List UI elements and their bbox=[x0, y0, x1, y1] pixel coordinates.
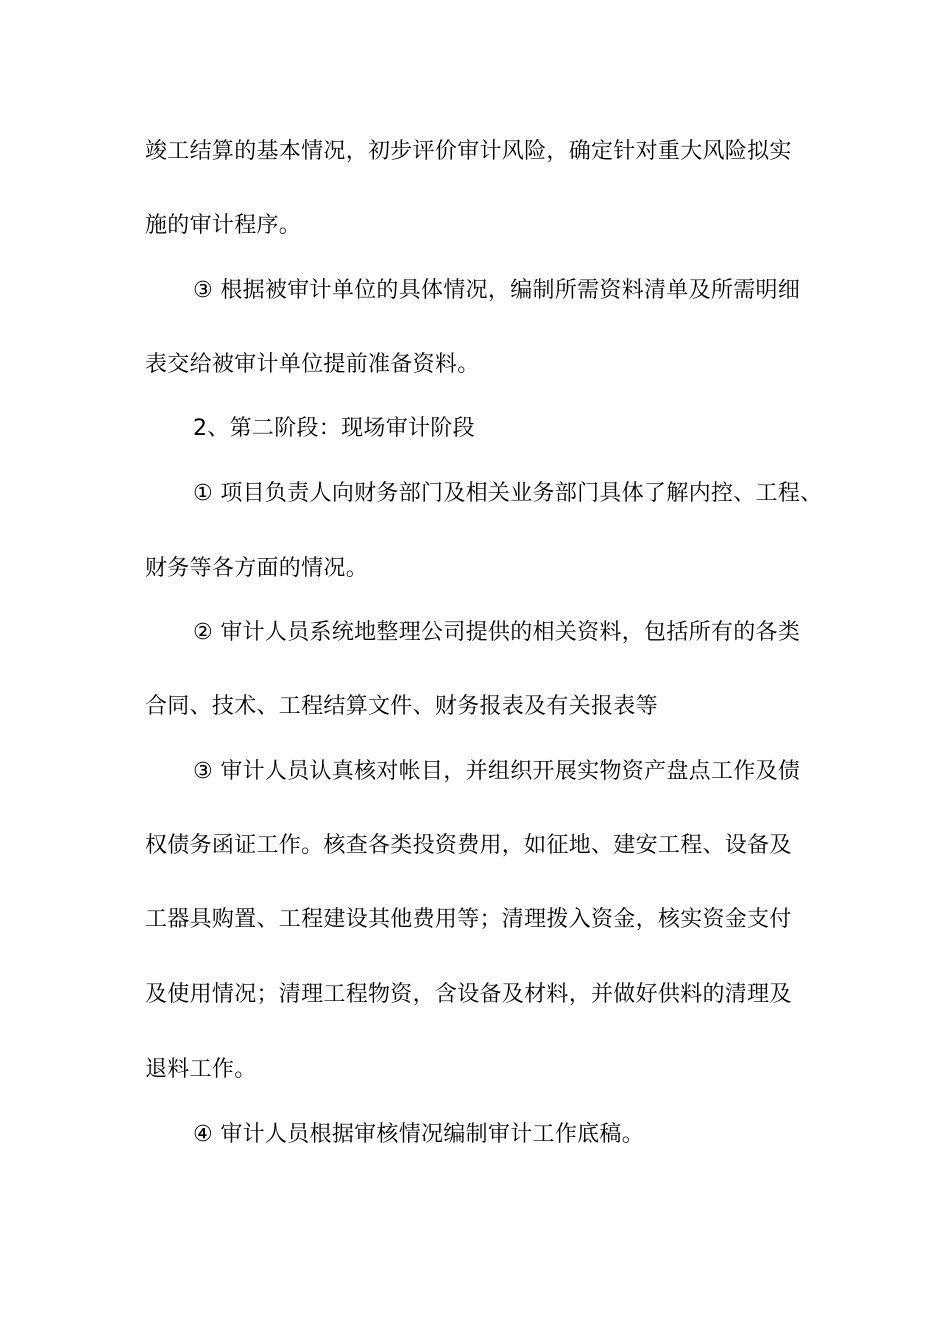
paragraph-line-4: 表交给被审计单位提前准备资料。 bbox=[145, 352, 480, 377]
paragraph-line-8: ② 审计人员系统地整理公司提供的相关资料，包括所有的各类 bbox=[193, 620, 801, 645]
paragraph-line-3: ③ 根据被审计单位的具体情况，编制所需资料清单及所需明细 bbox=[193, 278, 801, 303]
paragraph-line-9: 合同、技术、工程结算文件、财务报表及有关报表等 bbox=[145, 694, 658, 719]
paragraph-line-12: 工器具购置、工程建设其他费用等；清理拨入资金，核实资金支付 bbox=[145, 907, 792, 932]
paragraph-line-13: 及使用情况；清理工程物资，含设备及材料，并做好供料的清理及 bbox=[145, 982, 792, 1007]
paragraph-line-7: 财务等各方面的情况。 bbox=[145, 556, 369, 581]
paragraph-line-15: ④ 审计人员根据审核情况编制审计工作底稿。 bbox=[193, 1122, 645, 1147]
paragraph-line-14: 退料工作。 bbox=[145, 1057, 257, 1082]
paragraph-line-1: 竣工结算的基本情况，初步评价审计风险，确定针对重大风险拟实 bbox=[145, 139, 792, 164]
paragraph-line-10: ③ 审计人员认真核对帐目，并组织开展实物资产盘点工作及债 bbox=[193, 759, 801, 784]
section-heading-stage-2: 2、第二阶段：现场审计阶段 bbox=[193, 416, 475, 441]
paragraph-line-2: 施的审计程序。 bbox=[145, 213, 302, 238]
paragraph-line-6: ① 项目负责人向财务部门及相关业务部门具体了解内控、工程、 bbox=[193, 481, 823, 506]
paragraph-line-11: 权债务函证工作。核查各类投资费用，如征地、建安工程、设备及 bbox=[145, 833, 792, 858]
